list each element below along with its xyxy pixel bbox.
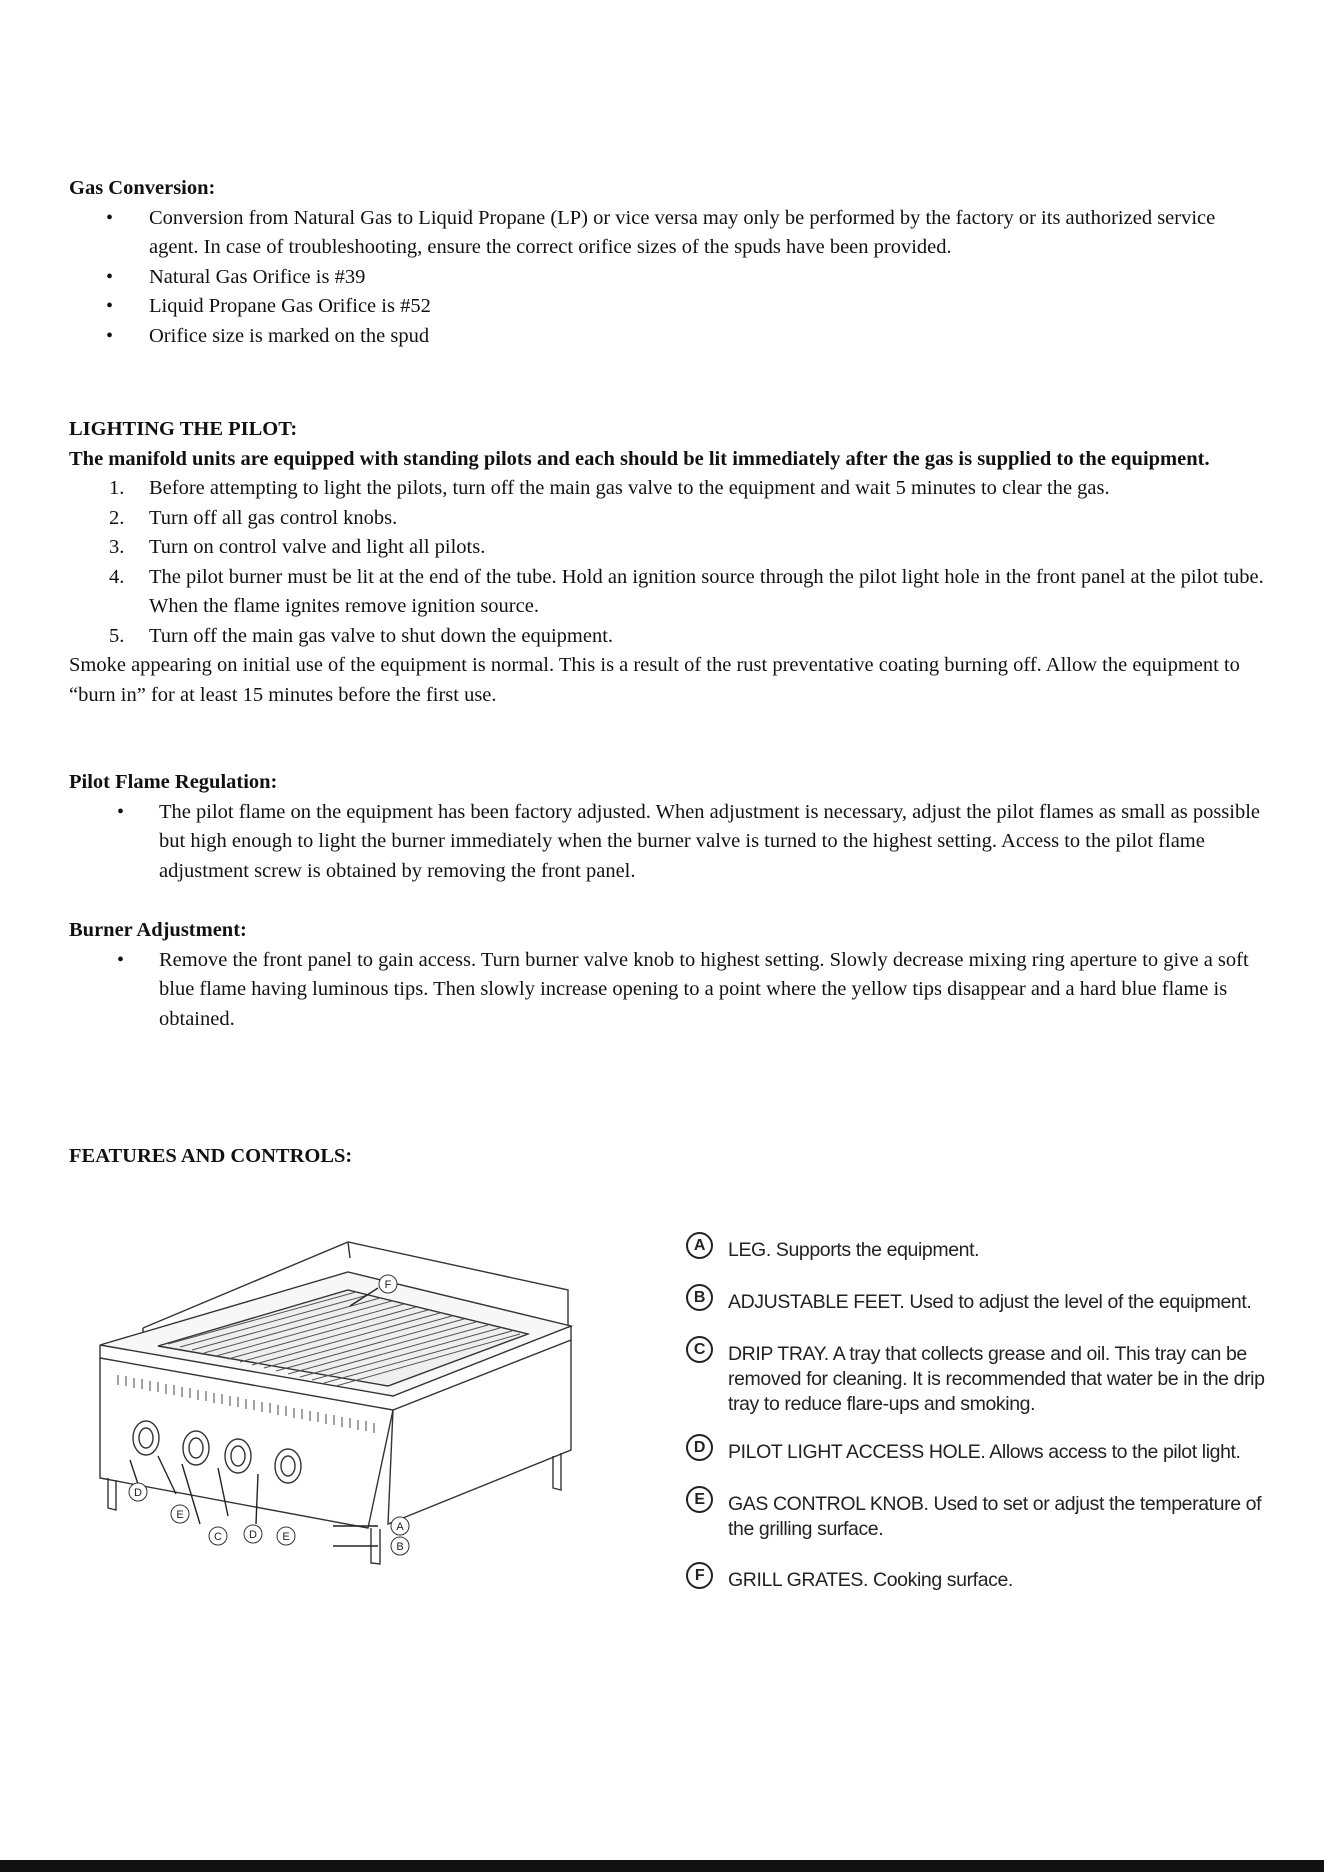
diagram-label-e: E (176, 1509, 184, 1521)
step-number: 2. (109, 506, 125, 529)
charbroiler-diagram (88, 1228, 588, 1568)
list-item: • Orifice size is marked on the spud (69, 322, 1269, 352)
diagram-label-d: D (134, 1487, 142, 1499)
diagram-label-a: A (396, 1521, 404, 1533)
legend-text: PILOT LIGHT ACCESS HOLE. Allows access to the pilot light. (728, 1441, 1241, 1463)
step-number: 4. (109, 565, 125, 588)
list-item: • Natural Gas Orifice is #39 (69, 263, 1269, 293)
diagram-label-e: E (282, 1531, 290, 1543)
letter-badge: B (686, 1284, 713, 1311)
gas-conversion-section (69, 174, 1269, 351)
diagram-label-f: F (384, 1279, 392, 1291)
letter-badge: A (686, 1232, 713, 1259)
list-item (69, 504, 1269, 534)
lighting-intro: The manifold units are equipped with standing pilots and each should be lit immediately after the gas is supplied to the equipment. (69, 447, 1210, 470)
lighting-steps (69, 474, 1269, 651)
pilot-flame-list (69, 798, 1269, 887)
step-number: 5. (109, 624, 125, 647)
legend-text: GRILL GRATES. Cooking surface. (728, 1569, 1013, 1591)
burner-section (69, 916, 1269, 1034)
lighting-heading: LIGHTING THE PILOT: (69, 418, 298, 440)
legend-text: GAS CONTROL KNOB. Used to set or adjust the temperature of the grilling surface. (728, 1493, 1262, 1540)
list-item (69, 563, 1269, 622)
list-item: • Remove the front panel to gain access. Turn burner valve knob to highest setting. Slowly decrease mixing ring aperture to give a soft blue flame having luminous tips. Then slowly increase opening to a point where the yellow tips disappear and a hard blue flame is obtained. (69, 946, 1269, 1035)
burner-heading: Burner Adjustment: (69, 919, 247, 941)
list-item (69, 622, 1269, 652)
letter-badge: E (686, 1486, 713, 1513)
page-bottom-rule (0, 1860, 1324, 1872)
list-item (69, 533, 1269, 563)
step-number: 3. (109, 536, 125, 558)
burner-list (69, 946, 1269, 1035)
gas-conversion-list (69, 204, 1269, 352)
list-item: • Liquid Propane Gas Orifice is #52 (69, 292, 1269, 322)
gas-conversion-heading: Gas Conversion: (69, 177, 216, 199)
features-heading: FEATURES AND CONTROLS: (69, 1145, 353, 1167)
diagram-label-b: B (396, 1541, 404, 1553)
step-text: Turn on control valve and light all pilots. (149, 536, 486, 558)
list-item: • The pilot flame on the equipment has been factory adjusted. When adjustment is necessary, adjust the pilot flames as small as possible but high enough to light the burner immediately when the burner valve is turned to the highest setting. Access to the pilot flame adjustment screw is obtained by removing the front panel. (69, 798, 1269, 887)
list-item (69, 474, 1269, 504)
legend-text: DRIP TRAY. A tray that collects grease and oil. This tray can be removed for cleaning. It is recommended that water be in the drip tray to reduce flare-ups and smoking. (728, 1343, 1265, 1415)
list-item: • Conversion from Natural Gas to Liquid Propane (LP) or vice versa may only be performed by the factory or its authorized service agent. In case of troubleshooting, ensure the correct orifice sizes of the spuds have been provided. (69, 204, 1269, 263)
diagram-label-d: D (249, 1529, 257, 1541)
letter-badge: F (686, 1562, 713, 1589)
diagram-label-c: C (214, 1531, 222, 1543)
lighting-section (69, 415, 1269, 710)
step-text: Before attempting to light the pilots, turn off the main gas valve to the equipment and wait 5 minutes to clear the gas. (149, 477, 1110, 499)
pilot-flame-section (69, 768, 1269, 886)
pilot-flame-heading: Pilot Flame Regulation: (69, 771, 278, 793)
step-text: Turn off the main gas valve to shut down the equipment. (149, 624, 614, 647)
letter-badge: C (686, 1336, 713, 1363)
legend-text: LEG. Supports the equipment. (728, 1239, 980, 1261)
step-text: The pilot burner must be lit at the end of the tube. Hold an ignition source through the pilot light hole in the front panel at the pilot tube. When the flame ignites remove ignition source. (149, 565, 1264, 617)
lighting-note: Smoke appearing on initial use of the equipment is normal. This is a result of the rust preventative coating burning off. Allow the equipment to “burn in” for at least 15 minutes before the first use. (69, 654, 1240, 706)
step-text: Turn off all gas control knobs. (149, 506, 398, 529)
letter-badge: D (686, 1434, 713, 1461)
legend-text: ADJUSTABLE FEET. Used to adjust the level of the equipment. (728, 1291, 1252, 1313)
step-number: 1. (109, 477, 125, 499)
